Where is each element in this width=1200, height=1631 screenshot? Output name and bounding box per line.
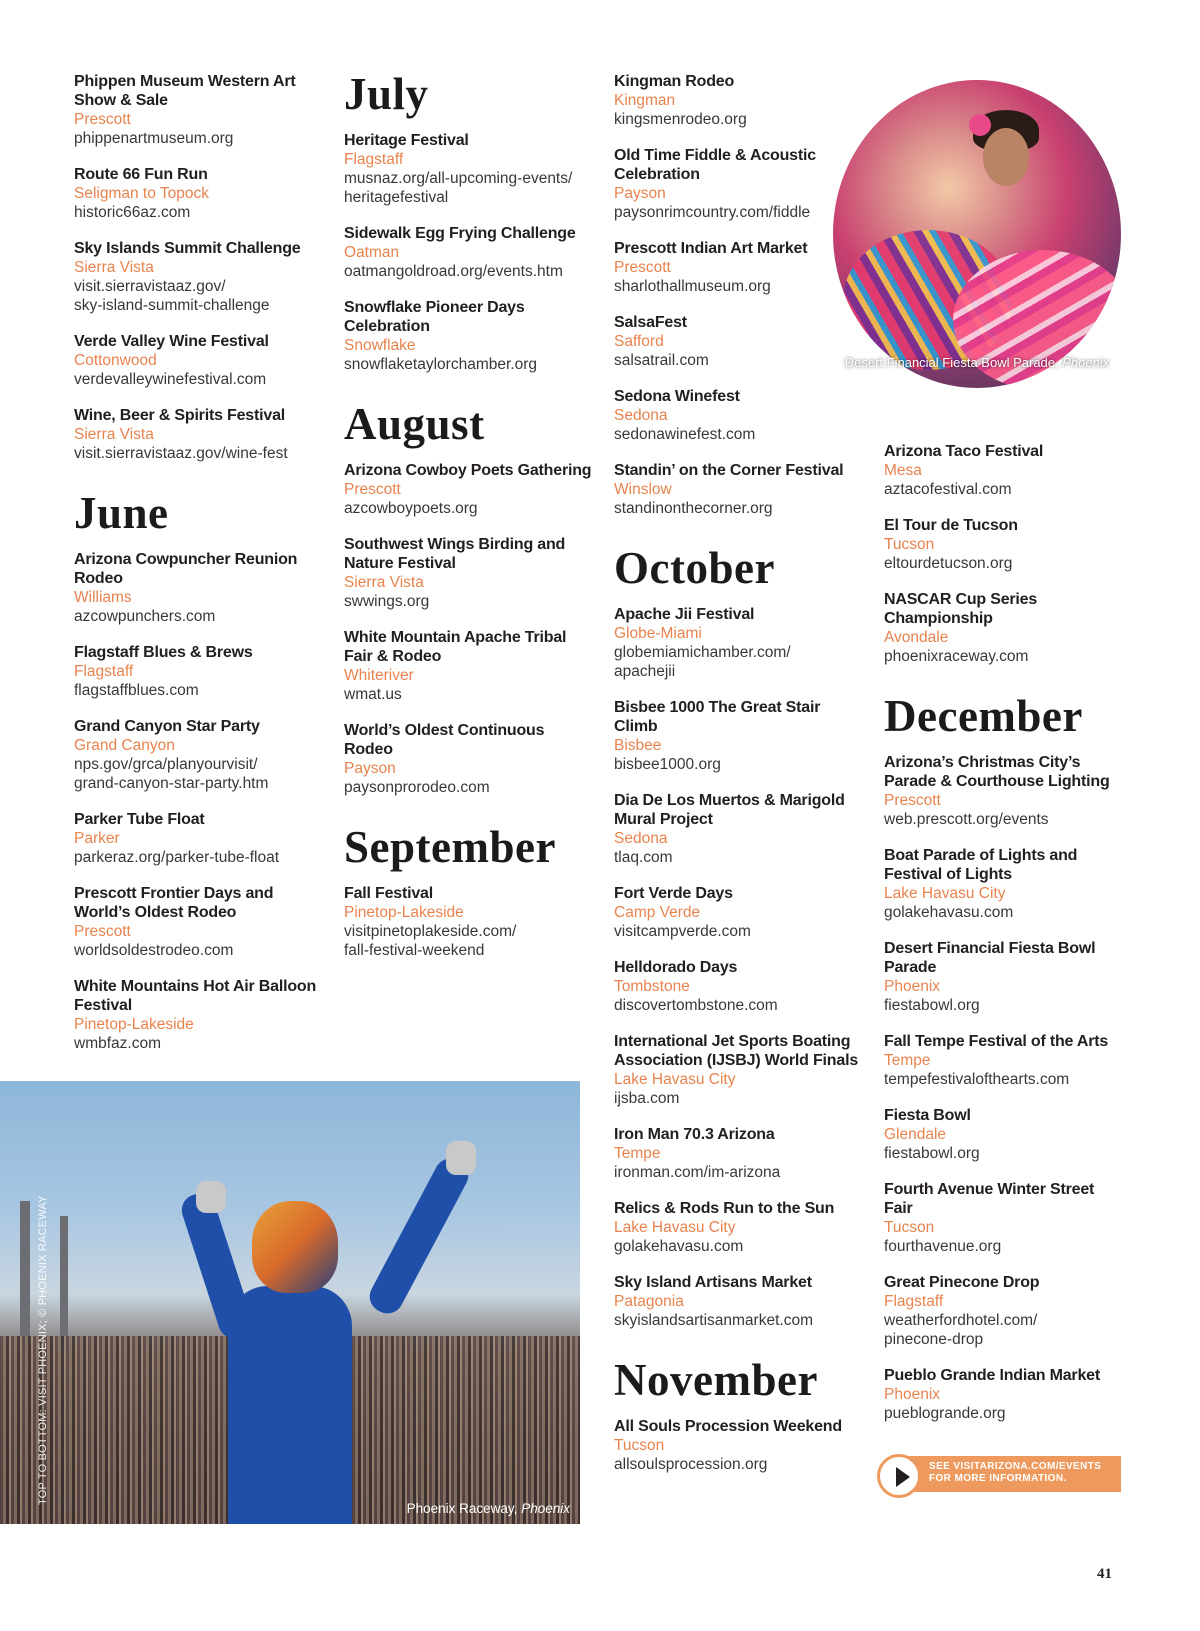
event-url-line: fiestabowl.org — [884, 997, 980, 1014]
driver-helmet — [252, 1201, 338, 1293]
event-url[interactable] — [74, 370, 324, 389]
event-listing — [614, 146, 864, 222]
event-url[interactable] — [74, 277, 324, 315]
event-url[interactable] — [74, 129, 324, 148]
event-city: Safford — [614, 333, 664, 350]
event-name: International Jet Sports Boating Association (IJSBJ) World Finals — [614, 1033, 859, 1069]
event-listing — [74, 165, 324, 222]
event-listing — [74, 550, 324, 626]
raceway-photo-caption — [380, 1501, 570, 1517]
light-tower — [20, 1201, 30, 1351]
event-url[interactable] — [614, 351, 864, 370]
event-name: White Mountains Hot Air Balloon Festival — [74, 978, 317, 1014]
event-url-line: kingsmenrodeo.org — [614, 111, 747, 128]
event-name: Southwest Wings Birding and Nature Festival — [344, 536, 566, 572]
event-url-line: verdevalleywinefestival.com — [74, 371, 267, 388]
event-city: Tucson — [884, 536, 935, 553]
event-name: SalsaFest — [614, 314, 687, 331]
event-city: Sierra Vista — [344, 574, 424, 591]
caption-text: Desert Financial Fiesta Bowl Parade, — [844, 355, 1059, 370]
event-url[interactable] — [884, 903, 1124, 922]
event-name: Parker Tube Float — [74, 811, 205, 828]
event-url-line: ironman.com/im-arizona — [614, 1164, 781, 1181]
event-url[interactable] — [884, 1404, 1124, 1423]
event-url-line: wmat.us — [344, 686, 402, 703]
month-heading: September — [344, 822, 556, 872]
month-heading: October — [614, 543, 775, 593]
event-url[interactable] — [614, 110, 864, 129]
event-url-line: sky-island-summit-challenge — [74, 297, 270, 314]
event-url[interactable] — [74, 203, 324, 222]
event-url-line: ijsba.com — [614, 1090, 680, 1107]
event-listing — [614, 1273, 864, 1330]
event-name: Old Time Fiddle & Acoustic Celebration — [614, 147, 816, 183]
event-name: World’s Oldest Continuous Rodeo — [344, 722, 545, 758]
event-url-line: apachejii — [614, 663, 676, 680]
event-city: Cottonwood — [74, 352, 157, 369]
event-city: Pinetop-Lakeside — [74, 1016, 194, 1033]
event-city: Prescott — [884, 792, 941, 809]
event-listing — [74, 239, 324, 315]
event-url[interactable] — [344, 592, 594, 611]
event-url-line: sedonawinefest.com — [614, 426, 756, 443]
event-url[interactable] — [614, 499, 864, 518]
raceway-photo — [0, 1081, 580, 1524]
event-url-line: aztacofestival.com — [884, 481, 1012, 498]
event-url-line: parkeraz.org/parker-tube-float — [74, 849, 280, 866]
event-name: Fall Tempe Festival of the Arts — [884, 1033, 1109, 1050]
page-number: 41 — [1097, 1566, 1112, 1582]
event-url-line: visitpinetoplakeside.com/ — [344, 923, 517, 940]
event-name: Phippen Museum Western Art Show & Sale — [74, 73, 296, 109]
event-name: Arizona Taco Festival — [884, 443, 1044, 460]
event-name: Snowflake Pioneer Days Celebration — [344, 299, 525, 335]
event-url[interactable] — [884, 1144, 1124, 1163]
photo-credit: TOP TO BOTTOM: VISIT PHOENIX; © PHOENIX RACEWAY — [37, 1195, 49, 1505]
event-city: Phoenix — [884, 1386, 941, 1403]
event-listing — [884, 1180, 1124, 1256]
event-url[interactable] — [344, 685, 594, 704]
event-url-line: sharlothallmuseum.org — [614, 278, 771, 295]
event-name: Heritage Festival — [344, 132, 469, 149]
column-4 — [884, 442, 1124, 1440]
event-url-line: heritagefestival — [344, 189, 449, 206]
event-name: Iron Man 70.3 Arizona — [614, 1126, 775, 1143]
event-url[interactable] — [614, 1237, 864, 1256]
event-url-line: paysonrimcountry.com/fiddle — [614, 204, 811, 221]
event-city: Parker — [74, 830, 120, 847]
event-name: Prescott Indian Art Market — [614, 240, 808, 257]
event-listing — [884, 442, 1124, 499]
event-name: Apache Jii Festival — [614, 606, 755, 623]
event-url-line: pinecone-drop — [884, 1331, 984, 1348]
event-url[interactable] — [74, 755, 324, 793]
event-listing — [74, 717, 324, 793]
event-url[interactable] — [344, 922, 594, 960]
event-city: Tombstone — [614, 978, 690, 995]
event-url[interactable] — [74, 681, 324, 700]
play-button[interactable] — [877, 1454, 921, 1498]
event-city: Flagstaff — [884, 1293, 944, 1310]
event-url[interactable] — [614, 1311, 864, 1330]
event-city: Sierra Vista — [74, 259, 154, 276]
event-url-line: pueblogrande.org — [884, 1405, 1006, 1422]
event-city: Payson — [614, 185, 666, 202]
event-url-line: discovertombstone.com — [614, 997, 778, 1014]
event-url-line: snowflaketaylorchamber.org — [344, 356, 537, 373]
event-city: Prescott — [614, 259, 671, 276]
event-name: Desert Financial Fiesta Bowl Parade — [884, 940, 1096, 976]
event-listing — [74, 977, 324, 1053]
event-city: Prescott — [344, 481, 401, 498]
event-city: Grand Canyon — [74, 737, 175, 754]
event-city: Bisbee — [614, 737, 662, 754]
event-url[interactable] — [614, 1089, 864, 1108]
event-url-line: wmbfaz.com — [74, 1035, 161, 1052]
event-url-line: azcowpunchers.com — [74, 608, 216, 625]
event-name: Helldorado Days — [614, 959, 738, 976]
event-url-line: tlaq.com — [614, 849, 673, 866]
event-listing — [344, 461, 594, 518]
event-city: Prescott — [74, 923, 131, 940]
event-url-line: eltourdetucson.org — [884, 555, 1013, 572]
event-city: Mesa — [884, 462, 922, 479]
event-url[interactable] — [344, 169, 594, 207]
event-url-line: globemiamichamber.com/ — [614, 644, 791, 661]
event-name: Wine, Beer & Spirits Festival — [74, 407, 286, 424]
event-url-line: web.prescott.org/events — [884, 811, 1049, 828]
month-heading: December — [884, 691, 1083, 741]
month-heading: November — [614, 1355, 818, 1405]
cta-text[interactable] — [929, 1461, 1119, 1485]
event-name: White Mountain Apache Tribal Fair & Rodeo — [344, 629, 567, 665]
event-city: Pinetop-Lakeside — [344, 904, 464, 921]
column-1 — [74, 72, 324, 1070]
month-heading: June — [74, 488, 169, 538]
event-listing — [614, 1125, 864, 1182]
event-url[interactable] — [614, 922, 864, 941]
event-listing — [614, 884, 864, 941]
light-tower — [60, 1216, 68, 1351]
event-name: All Souls Procession Weekend — [614, 1418, 842, 1435]
event-listing — [344, 224, 594, 281]
event-url-line: phoenixraceway.com — [884, 648, 1029, 665]
event-name: Fiesta Bowl — [884, 1107, 971, 1124]
event-url-line: swwings.org — [344, 593, 430, 610]
event-city: Flagstaff — [74, 663, 134, 680]
event-url-line: visit.sierravistaaz.gov/ — [74, 278, 226, 295]
event-url-line: skyislandsartisanmarket.com — [614, 1312, 813, 1329]
event-url[interactable] — [344, 355, 594, 374]
play-icon — [896, 1467, 910, 1487]
event-url[interactable] — [884, 810, 1124, 829]
event-url[interactable] — [614, 643, 864, 681]
event-city: Glendale — [884, 1126, 947, 1143]
event-url-line: fiestabowl.org — [884, 1145, 980, 1162]
event-url-line: bisbee1000.org — [614, 756, 721, 773]
event-city: Sierra Vista — [74, 426, 154, 443]
event-name: Great Pinecone Drop — [884, 1274, 1040, 1291]
hair-flower — [969, 114, 991, 136]
month-heading: July — [344, 69, 429, 119]
event-city: Flagstaff — [344, 151, 404, 168]
month-heading: August — [344, 399, 485, 449]
column-2 — [344, 69, 594, 977]
event-listing — [884, 516, 1124, 573]
driver-firesuit — [228, 1286, 352, 1524]
event-city: Sedona — [614, 407, 668, 424]
event-name: Bisbee 1000 The Great Stair Climb — [614, 699, 821, 735]
event-url-line: standinonthecorner.org — [614, 500, 773, 517]
event-url[interactable] — [884, 1070, 1124, 1089]
event-listing — [614, 1417, 864, 1474]
event-listing — [884, 753, 1124, 829]
event-listing — [74, 643, 324, 700]
cta-line-2: FOR MORE INFORMATION. — [929, 1473, 1067, 1484]
event-listing — [74, 332, 324, 389]
event-url[interactable] — [884, 480, 1124, 499]
event-city: Tempe — [884, 1052, 931, 1069]
event-url[interactable] — [614, 1163, 864, 1182]
event-url-line: salsatrail.com — [614, 352, 709, 369]
event-city: Camp Verde — [614, 904, 701, 921]
event-url[interactable] — [344, 778, 594, 797]
event-name: Arizona Cowpuncher Reunion Rodeo — [74, 551, 298, 587]
event-listing — [614, 387, 864, 444]
event-listing — [344, 721, 594, 797]
event-name: Dia De Los Muertos & Marigold Mural Project — [614, 792, 845, 828]
event-url[interactable] — [884, 1311, 1124, 1349]
event-url-line: fall-festival-weekend — [344, 942, 485, 959]
event-url[interactable] — [74, 848, 324, 867]
event-city: Globe-Miami — [614, 625, 702, 642]
event-name: Standin’ on the Corner Festival — [614, 462, 844, 479]
event-city: Oatman — [344, 244, 400, 261]
event-url[interactable] — [614, 425, 864, 444]
event-name: Fourth Avenue Winter Street Fair — [884, 1181, 1095, 1217]
event-name: Kingman Rodeo — [614, 73, 735, 90]
event-listing — [74, 72, 324, 148]
event-listing — [614, 239, 864, 296]
event-name: Arizona’s Christmas City’s Parade & Courthouse Lighting — [884, 754, 1110, 790]
event-url[interactable] — [74, 444, 324, 463]
event-listing — [884, 846, 1124, 922]
dancer-face — [983, 128, 1029, 186]
event-url-line: fourthavenue.org — [884, 1238, 1002, 1255]
event-url-line: worldsoldestrodeo.com — [74, 942, 234, 959]
event-name: Sidewalk Egg Frying Challenge — [344, 225, 576, 242]
event-listing — [614, 698, 864, 774]
event-url-line: historic66az.com — [74, 204, 191, 221]
event-url-line: golakehavasu.com — [614, 1238, 744, 1255]
event-name: El Tour de Tucson — [884, 517, 1018, 534]
event-name: Sky Islands Summit Challenge — [74, 240, 301, 257]
event-city: Kingman — [614, 92, 676, 109]
event-name: Sedona Winefest — [614, 388, 740, 405]
driver-glove-right — [446, 1141, 476, 1175]
event-listing — [344, 298, 594, 374]
see-more-events-link[interactable] — [877, 1454, 1121, 1494]
event-city: Tucson — [884, 1219, 935, 1236]
event-city: Snowflake — [344, 337, 416, 354]
event-url[interactable] — [884, 554, 1124, 573]
event-city: Phoenix — [884, 978, 941, 995]
event-listing — [344, 628, 594, 704]
event-listing — [884, 939, 1124, 1015]
event-listing — [344, 535, 594, 611]
event-name: Pueblo Grande Indian Market — [884, 1367, 1100, 1384]
event-url-line: paysonprorodeo.com — [344, 779, 490, 796]
event-listing — [614, 1199, 864, 1256]
driver-arm-right — [364, 1153, 474, 1319]
event-listing — [614, 605, 864, 681]
event-url[interactable] — [884, 996, 1124, 1015]
event-city: Avondale — [884, 629, 949, 646]
event-url-line: weatherfordhotel.com/ — [884, 1312, 1038, 1329]
event-url[interactable] — [614, 755, 864, 774]
caption-place: Phoenix — [521, 1501, 570, 1516]
event-city: Sedona — [614, 830, 668, 847]
event-name: NASCAR Cup Series Championship — [884, 591, 1038, 627]
fiesta-parade-photo — [833, 80, 1121, 388]
event-city: Whiteriver — [344, 667, 414, 684]
event-url[interactable] — [614, 277, 864, 296]
event-city: Seligman to Topock — [74, 185, 209, 202]
event-listing — [884, 1273, 1124, 1349]
event-listing — [614, 1032, 864, 1108]
event-city: Williams — [74, 589, 132, 606]
event-listing — [884, 1366, 1124, 1423]
event-city: Patagonia — [614, 1293, 684, 1310]
event-url[interactable] — [74, 1034, 324, 1053]
event-url[interactable] — [614, 203, 864, 222]
event-url[interactable] — [614, 848, 864, 867]
event-url-line: musnaz.org/all-upcoming-events/ — [344, 170, 573, 187]
event-city: Prescott — [74, 111, 131, 128]
event-name: Relics & Rods Run to the Sun — [614, 1200, 835, 1217]
event-listing — [614, 791, 864, 867]
event-listing — [884, 1032, 1124, 1089]
driver-glove-left — [196, 1181, 226, 1213]
event-url-line: golakehavasu.com — [884, 904, 1014, 921]
event-url-line: tempefestivalofthearts.com — [884, 1071, 1070, 1088]
fiesta-photo-caption — [833, 355, 1121, 370]
event-name: Sky Island Artisans Market — [614, 1274, 812, 1291]
event-city: Lake Havasu City — [884, 885, 1006, 902]
event-listing — [344, 884, 594, 960]
event-name: Flagstaff Blues & Brews — [74, 644, 253, 661]
event-url[interactable] — [884, 647, 1124, 666]
event-name: Route 66 Fun Run — [74, 166, 208, 183]
event-url[interactable] — [74, 607, 324, 626]
event-url[interactable] — [74, 941, 324, 960]
event-name: Prescott Frontier Days and World’s Oldest Rodeo — [74, 885, 274, 921]
event-city: Lake Havasu City — [614, 1219, 736, 1236]
event-listing — [884, 590, 1124, 666]
event-url-line: visitcampverde.com — [614, 923, 751, 940]
event-url-line: nps.gov/grca/planyourvisit/ — [74, 756, 258, 773]
event-url[interactable] — [344, 262, 594, 281]
event-url[interactable] — [614, 996, 864, 1015]
event-listing — [344, 131, 594, 207]
event-listing — [614, 461, 864, 518]
event-url-line: visit.sierravistaaz.gov/wine-fest — [74, 445, 288, 462]
event-url[interactable] — [884, 1237, 1124, 1256]
event-url-line: phippenartmuseum.org — [74, 130, 234, 147]
event-url-line: grand-canyon-star-party.htm — [74, 775, 269, 792]
event-url[interactable] — [614, 1455, 864, 1474]
event-name: Fall Festival — [344, 885, 433, 902]
event-name: Grand Canyon Star Party — [74, 718, 260, 735]
event-listing — [74, 884, 324, 960]
event-listing — [884, 1106, 1124, 1163]
event-city: Tempe — [614, 1145, 661, 1162]
event-listing — [74, 810, 324, 867]
event-listing — [614, 958, 864, 1015]
event-url-line: flagstaffblues.com — [74, 682, 199, 699]
event-name: Boat Parade of Lights and Festival of Lights — [884, 847, 1078, 883]
event-url-line: oatmangoldroad.org/events.htm — [344, 263, 563, 280]
caption-place: Phoenix — [1062, 355, 1110, 370]
event-listing — [614, 313, 864, 370]
event-name: Arizona Cowboy Poets Gathering — [344, 462, 592, 479]
event-listing — [614, 72, 864, 129]
event-url[interactable] — [344, 499, 594, 518]
event-city: Lake Havasu City — [614, 1071, 736, 1088]
event-name: Fort Verde Days — [614, 885, 733, 902]
event-url-line: allsoulsprocession.org — [614, 1456, 768, 1473]
event-url-line: azcowboypoets.org — [344, 500, 478, 517]
cta-line-1: SEE VISITARIZONA.COM/EVENTS — [929, 1461, 1102, 1472]
event-city: Tucson — [614, 1437, 665, 1454]
event-city: Payson — [344, 760, 396, 777]
event-name: Verde Valley Wine Festival — [74, 333, 269, 350]
caption-text: Phoenix Raceway, — [406, 1501, 518, 1516]
event-listing — [74, 406, 324, 463]
event-city: Winslow — [614, 481, 672, 498]
column-3 — [614, 72, 864, 1491]
